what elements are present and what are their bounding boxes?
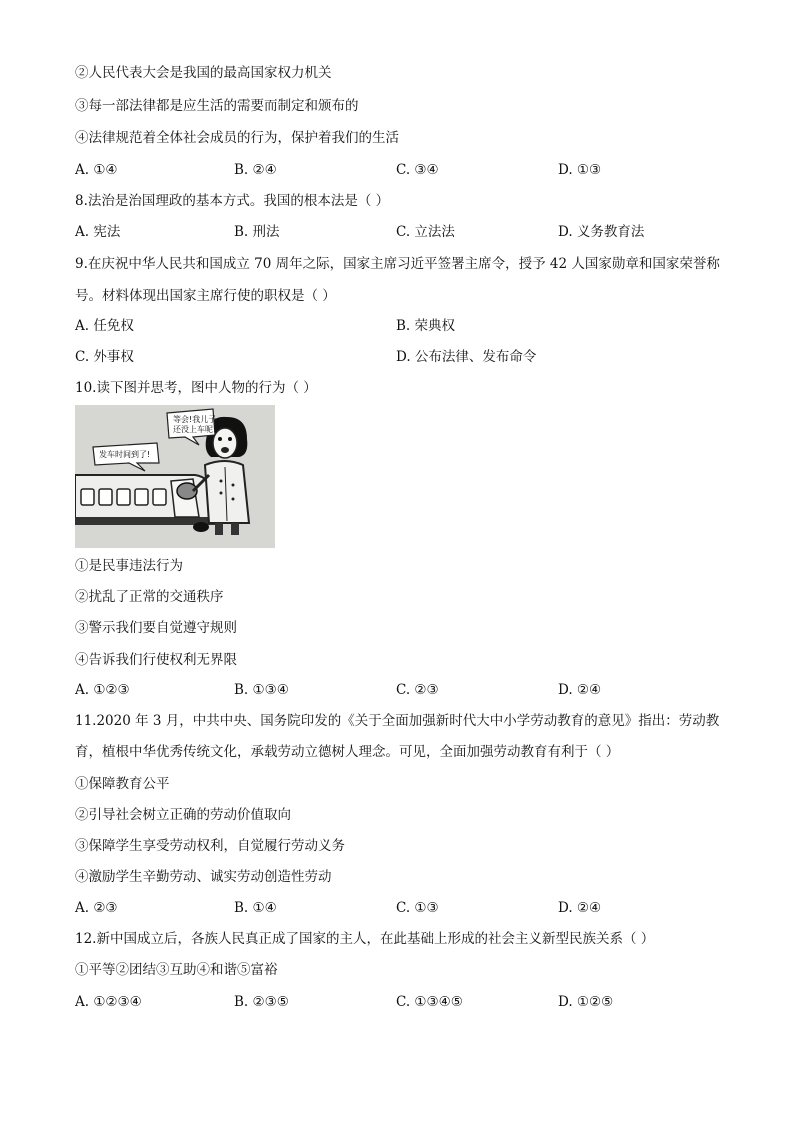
bubble-right-line2: 还没上车呢! — [173, 425, 217, 434]
q8-stem: 8.法治是治国理政的基本方式。我国的根本法是（ ） — [75, 193, 390, 209]
q10-option-d[interactable]: D. ②④ — [558, 682, 602, 698]
q12-items: ①平等②团结③互助④和谐⑤富裕 — [75, 962, 278, 978]
q11-item-4: ④激励学生辛勤劳动、诚实劳动创造性劳动 — [75, 869, 332, 885]
q10-item-2: ②扰乱了正常的交通秩序 — [75, 589, 224, 605]
statement-3: ③每一部法律都是应生活的需要而制定和颁布的 — [75, 98, 359, 114]
q10-options — [75, 680, 715, 700]
q8-options — [75, 222, 715, 242]
q11-option-d[interactable]: D. ②④ — [558, 900, 602, 916]
q12-option-b[interactable]: B. ②③⑤ — [234, 994, 289, 1010]
statement-2: ②人民代表大会是我国的最高国家权力机关 — [75, 65, 332, 81]
q8-option-d[interactable]: D. 义务教育法 — [558, 224, 645, 240]
q11-option-c[interactable]: C. ①③ — [396, 900, 439, 916]
q9-options-row2 — [75, 347, 715, 367]
statement-4: ④法律规范着全体社会成员的行为，保护着我们的生活 — [75, 130, 399, 146]
q10-option-b[interactable]: B. ①③④ — [234, 682, 289, 698]
cartoon-illustration — [75, 405, 275, 548]
q7-option-b[interactable]: B. ②④ — [234, 162, 277, 178]
q12-option-c[interactable]: C. ①③④⑤ — [396, 994, 463, 1010]
q9-option-d[interactable]: D. 公布法律、发布命令 — [396, 349, 537, 365]
bubble-left-text: 发车时间到了! — [99, 450, 151, 459]
q11-item-2: ②引导社会树立正确的劳动价值取向 — [75, 807, 291, 823]
q10-option-c[interactable]: C. ②③ — [396, 682, 439, 698]
q10-cartoon-figure — [75, 405, 275, 548]
q11-stem-line1: 11.2020 年 3 月，中共中央、国务院印发的《关于全面加强新时代大中小学劳动教育的意见》指出：劳动教 — [75, 713, 720, 729]
q10-item-1: ①是民事违法行为 — [75, 558, 183, 574]
q10-option-a[interactable]: A. ①②③ — [75, 682, 130, 698]
bubble-right-line1: 等会!我儿子 — [173, 415, 217, 424]
q10-item-4: ④告诉我们行使权利无界限 — [75, 652, 237, 668]
q12-option-d[interactable]: D. ①②⑤ — [558, 994, 614, 1010]
q11-option-a[interactable]: A. ②③ — [75, 900, 118, 916]
q9-options-row1 — [75, 316, 715, 336]
q9-option-c[interactable]: C. 外事权 — [75, 349, 134, 365]
q12-stem: 12.新中国成立后，各族人民真正成了国家的主人，在此基础上形成的社会主义新型民族关系（ ） — [75, 931, 655, 947]
q7-option-c[interactable]: C. ③④ — [396, 162, 439, 178]
q9-stem-line1: 9.在庆祝中华人民共和国成立 70 周年之际，国家主席习近平签署主席令，授予 42 人国家勋章和国家荣誉称 — [75, 256, 720, 272]
q12-options — [75, 992, 715, 1012]
q11-option-b[interactable]: B. ①④ — [234, 900, 277, 916]
q7-option-a[interactable]: A. ①④ — [75, 162, 118, 178]
q10-item-3: ③警示我们要自觉遵守规则 — [75, 620, 237, 636]
q11-item-3: ③保障学生享受劳动权利，自觉履行劳动义务 — [75, 838, 345, 854]
q12-option-a[interactable]: A. ①②③④ — [75, 994, 142, 1010]
q11-options — [75, 898, 715, 918]
q9-option-a[interactable]: A. 任免权 — [75, 318, 134, 334]
q8-option-a[interactable]: A. 宪法 — [75, 224, 121, 240]
q10-stem: 10.读下图并思考，图中人物的行为（ ） — [75, 380, 317, 396]
q7-options — [75, 160, 715, 180]
q8-option-b[interactable]: B. 刑法 — [234, 224, 280, 240]
q8-option-c[interactable]: C. 立法法 — [396, 224, 455, 240]
q7-option-d[interactable]: D. ①③ — [558, 162, 602, 178]
q11-stem-line2: 育，植根中华优秀传统文化，承载劳动立德树人理念。可见，全面加强劳动教育有利于（ ） — [75, 744, 620, 760]
q11-item-1: ①保障教育公平 — [75, 776, 170, 792]
q9-option-b[interactable]: B. 荣典权 — [396, 318, 456, 334]
q9-stem-line2: 号。材料体现出国家主席行使的职权是（ ） — [75, 288, 336, 304]
